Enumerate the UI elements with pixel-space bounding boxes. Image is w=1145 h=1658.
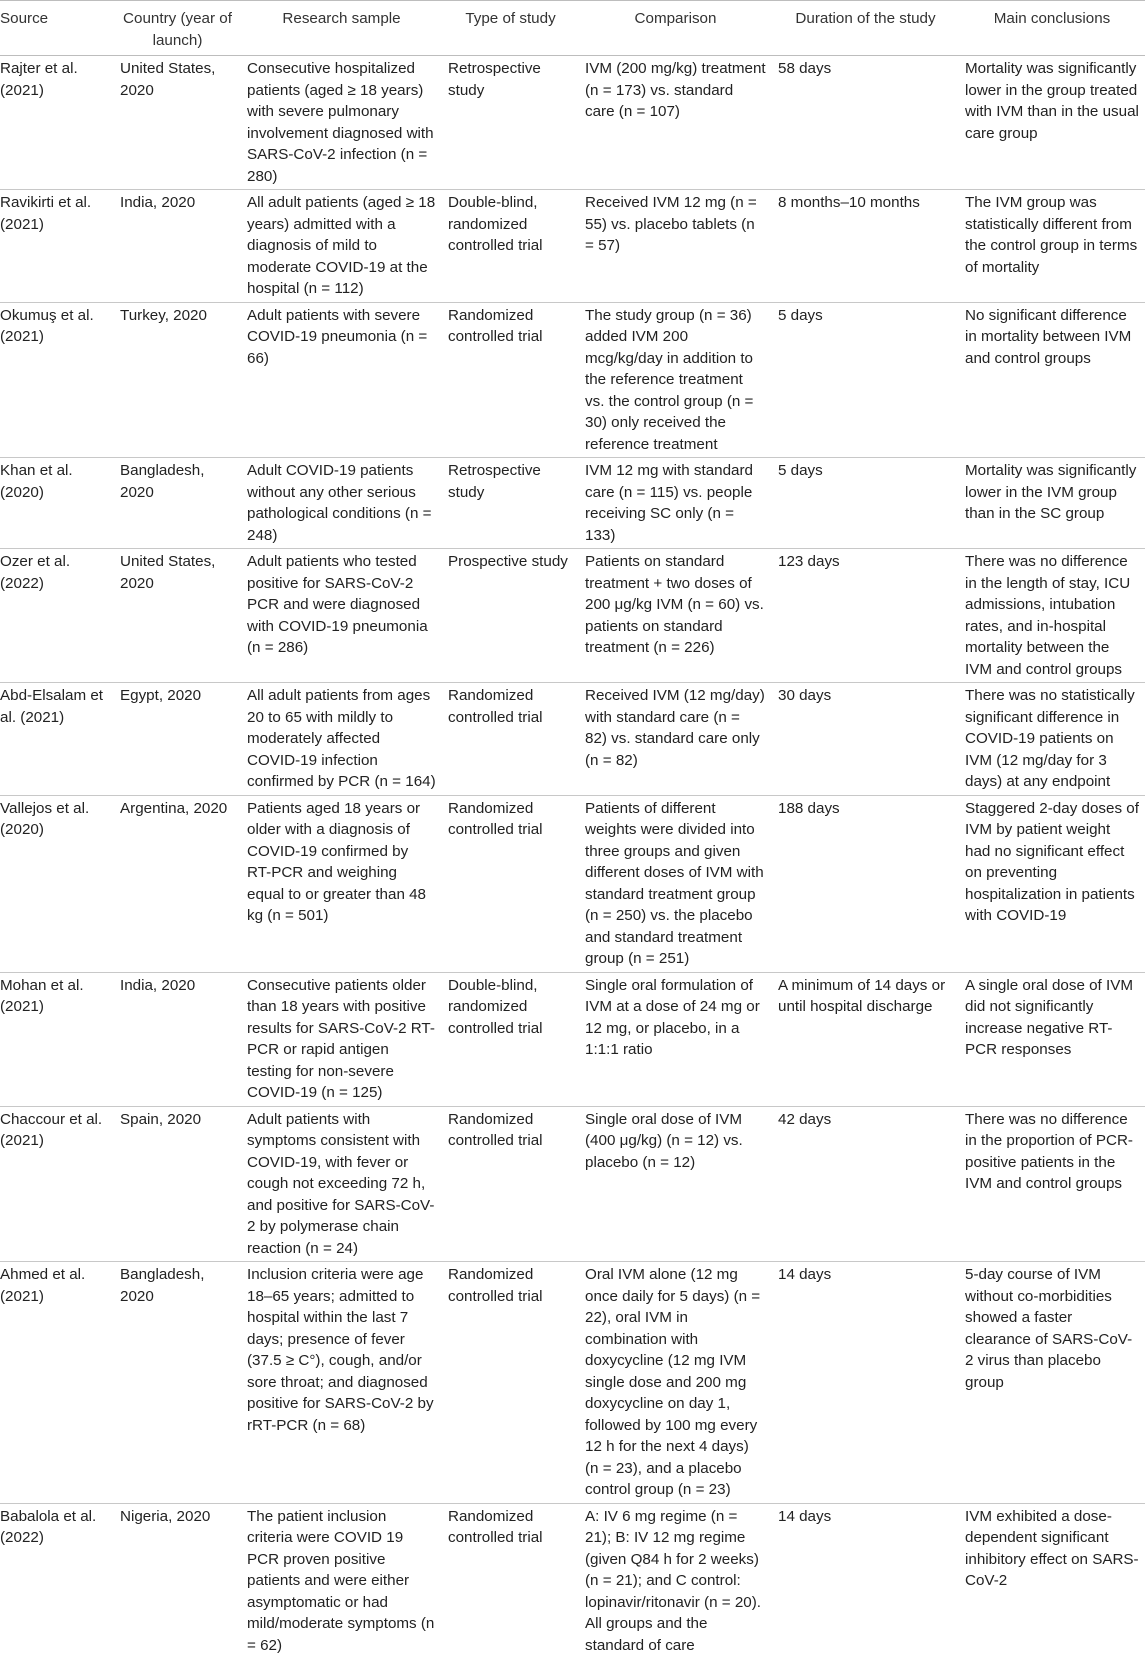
cell-comparison: Single oral formulation of IVM at a dose of 24 mg or 12 mg, or placebo, in a 1:1:1 ratio xyxy=(579,972,772,1106)
cell-comparison: The study group (n = 36) added IVM 200 mcg/kg/day in addition to the reference treatment vs. the control group (n = 30) only received the reference treatment xyxy=(579,302,772,458)
table-row xyxy=(0,458,1145,549)
table-body xyxy=(0,56,1145,1658)
cell-comparison: Patients on standard treatment + two doses of 200 μg/kg IVM (n = 60) vs. patients on standard treatment (n = 226) xyxy=(579,549,772,683)
cell-type: Randomized controlled trial xyxy=(442,302,579,458)
cell-comparison: IVM 12 mg with standard care (n = 115) vs. people receiving SC only (n = 133) xyxy=(579,458,772,549)
table-row xyxy=(0,190,1145,303)
cell-conclusions: Staggered 2-day doses of IVM by patient weight had no significant effect on preventing hospitalization in patients with COVID-19 xyxy=(959,795,1145,972)
table-row xyxy=(0,795,1145,972)
cell-duration: 30 days xyxy=(772,683,959,796)
cell-comparison: Received IVM (12 mg/day) with standard care (n = 82) vs. standard care only (n = 82) xyxy=(579,683,772,796)
cell-duration: 5 days xyxy=(772,302,959,458)
cell-comparison: Single oral dose of IVM (400 μg/kg) (n = 12) vs. placebo (n = 12) xyxy=(579,1106,772,1262)
cell-conclusions: The IVM group was statistically different from the control group in terms of mortality xyxy=(959,190,1145,303)
header-comparison: Comparison xyxy=(579,1,772,56)
cell-source: Vallejos et al. (2020) xyxy=(0,795,114,972)
table-row xyxy=(0,302,1145,458)
cell-duration: A minimum of 14 days or until hospital discharge xyxy=(772,972,959,1106)
cell-source: Mohan et al. (2021) xyxy=(0,972,114,1106)
cell-type: Double-blind, randomized controlled trial xyxy=(442,972,579,1106)
cell-source: Chaccour et al. (2021) xyxy=(0,1106,114,1262)
table-row xyxy=(0,972,1145,1106)
cell-type: Randomized controlled trial xyxy=(442,795,579,972)
table-row xyxy=(0,683,1145,796)
cell-country: Argentina, 2020 xyxy=(114,795,241,972)
table-row xyxy=(0,1503,1145,1658)
table-row xyxy=(0,1106,1145,1262)
cell-sample: Adult patients with severe COVID-19 pneumonia (n = 66) xyxy=(241,302,442,458)
cell-duration: 14 days xyxy=(772,1503,959,1658)
table-row xyxy=(0,1262,1145,1504)
cell-source: Ravikirti et al. (2021) xyxy=(0,190,114,303)
cell-comparison: Patients of different weights were divided into three groups and given different doses of IVM with standard treatment group (n = 250) vs. the placebo and standard treatment group (n = 251) xyxy=(579,795,772,972)
cell-country: Bangladesh, 2020 xyxy=(114,1262,241,1504)
cell-conclusions: No significant difference in mortality between IVM and control groups xyxy=(959,302,1145,458)
cell-duration: 123 days xyxy=(772,549,959,683)
cell-country: United States, 2020 xyxy=(114,549,241,683)
cell-sample: All adult patients (aged ≥ 18 years) admitted with a diagnosis of mild to moderate COVID-19 at the hospital (n = 112) xyxy=(241,190,442,303)
cell-type: Prospective study xyxy=(442,549,579,683)
header-conclusions: Main conclusions xyxy=(959,1,1145,56)
cell-source: Abd-Elsalam et al. (2021) xyxy=(0,683,114,796)
cell-conclusions: A single oral dose of IVM did not significantly increase negative RT-PCR responses xyxy=(959,972,1145,1106)
cell-sample: The patient inclusion criteria were COVID 19 PCR proven positive patients and were either asymptomatic or had mild/moderate symptoms (n = 62) xyxy=(241,1503,442,1658)
cell-sample: Adult patients with symptoms consistent with COVID-19, with fever or cough not exceeding 72 h, and positive for SARS-CoV-2 by polymerase chain reaction (n = 24) xyxy=(241,1106,442,1262)
header-row xyxy=(0,1,1145,56)
cell-country: Nigeria, 2020 xyxy=(114,1503,241,1658)
cell-source: Ahmed et al. (2021) xyxy=(0,1262,114,1504)
cell-comparison: Oral IVM alone (12 mg once daily for 5 days) (n = 22), oral IVM in combination with doxycycline (12 mg IVM single dose and 200 mg doxycycline on day 1, followed by 100 mg every 12 h for the next 4 days) (n = 23), and a placebo control group (n = 23) xyxy=(579,1262,772,1504)
table-row xyxy=(0,56,1145,190)
cell-country: India, 2020 xyxy=(114,190,241,303)
cell-source: Ozer et al. (2022) xyxy=(0,549,114,683)
cell-duration: 8 months–10 months xyxy=(772,190,959,303)
cell-conclusions: 5-day course of IVM without co-morbidities showed a faster clearance of SARS-CoV-2 virus than placebo group xyxy=(959,1262,1145,1504)
header-source: Source xyxy=(0,1,114,56)
table-header xyxy=(0,1,1145,56)
cell-country: United States, 2020 xyxy=(114,56,241,190)
cell-type: Randomized controlled trial xyxy=(442,1503,579,1658)
header-country: Country (year of launch) xyxy=(114,1,241,56)
cell-duration: 42 days xyxy=(772,1106,959,1262)
cell-country: Bangladesh, 2020 xyxy=(114,458,241,549)
cell-country: India, 2020 xyxy=(114,972,241,1106)
cell-sample: Adult patients who tested positive for SARS-CoV-2 PCR and were diagnosed with COVID-19 pneumonia (n = 286) xyxy=(241,549,442,683)
header-sample: Research sample xyxy=(241,1,442,56)
cell-type: Retrospective study xyxy=(442,458,579,549)
cell-sample: All adult patients from ages 20 to 65 with mildly to moderately affected COVID-19 infection confirmed by PCR (n = 164) xyxy=(241,683,442,796)
cell-conclusions: Mortality was significantly lower in the group treated with IVM than in the usual care group xyxy=(959,56,1145,190)
cell-duration: 188 days xyxy=(772,795,959,972)
cell-type: Randomized controlled trial xyxy=(442,683,579,796)
cell-duration: 14 days xyxy=(772,1262,959,1504)
cell-comparison: IVM (200 mg/kg) treatment (n = 173) vs. standard care (n = 107) xyxy=(579,56,772,190)
cell-source: Okumuş et al. (2021) xyxy=(0,302,114,458)
cell-comparison: A: IV 6 mg regime (n = 21); B: IV 12 mg regime (given Q84 h for 2 weeks) (n = 21); and C control: lopinavir/ritonavir (n = 20). All groups and the standard of care xyxy=(579,1503,772,1658)
cell-sample: Consecutive hospitalized patients (aged ≥ 18 years) with severe pulmonary involvement diagnosed with SARS-CoV-2 infection (n = 280) xyxy=(241,56,442,190)
cell-duration: 58 days xyxy=(772,56,959,190)
cell-source: Khan et al. (2020) xyxy=(0,458,114,549)
cell-sample: Consecutive patients older than 18 years with positive results for SARS-CoV-2 RT-PCR or rapid antigen testing for non-severe COVID-19 (n = 125) xyxy=(241,972,442,1106)
cell-source: Babalola et al. (2022) xyxy=(0,1503,114,1658)
cell-country: Turkey, 2020 xyxy=(114,302,241,458)
cell-conclusions: There was no difference in the length of stay, ICU admissions, intubation rates, and in-hospital mortality between the IVM and control groups xyxy=(959,549,1145,683)
cell-conclusions: There was no statistically significant difference in COVID-19 patients on IVM (12 mg/day for 3 days) at any endpoint xyxy=(959,683,1145,796)
cell-conclusions: There was no difference in the proportion of PCR-positive patients in the IVM and control groups xyxy=(959,1106,1145,1262)
cell-conclusions: IVM exhibited a dose-dependent significant inhibitory effect on SARS-CoV-2 xyxy=(959,1503,1145,1658)
header-type: Type of study xyxy=(442,1,579,56)
cell-sample: Inclusion criteria were age 18–65 years; admitted to hospital within the last 7 days; presence of fever (37.5 ≥ C°), cough, and/or sore throat; and diagnosed positive for SARS-CoV-2 by rRT-PCR (n = 68) xyxy=(241,1262,442,1504)
cell-duration: 5 days xyxy=(772,458,959,549)
cell-country: Spain, 2020 xyxy=(114,1106,241,1262)
cell-country: Egypt, 2020 xyxy=(114,683,241,796)
cell-comparison: Received IVM 12 mg (n = 55) vs. placebo tablets (n = 57) xyxy=(579,190,772,303)
cell-type: Randomized controlled trial xyxy=(442,1262,579,1504)
cell-type: Randomized controlled trial xyxy=(442,1106,579,1262)
table-row xyxy=(0,549,1145,683)
cell-sample: Adult COVID-19 patients without any other serious pathological conditions (n = 248) xyxy=(241,458,442,549)
cell-source: Rajter et al. (2021) xyxy=(0,56,114,190)
cell-sample: Patients aged 18 years or older with a diagnosis of COVID-19 confirmed by RT-PCR and weighing equal to or greater than 48 kg (n = 501) xyxy=(241,795,442,972)
cell-type: Retrospective study xyxy=(442,56,579,190)
cell-conclusions: Mortality was significantly lower in the IVM group than in the SC group xyxy=(959,458,1145,549)
cell-type: Double-blind, randomized controlled trial xyxy=(442,190,579,303)
header-duration: Duration of the study xyxy=(772,1,959,56)
